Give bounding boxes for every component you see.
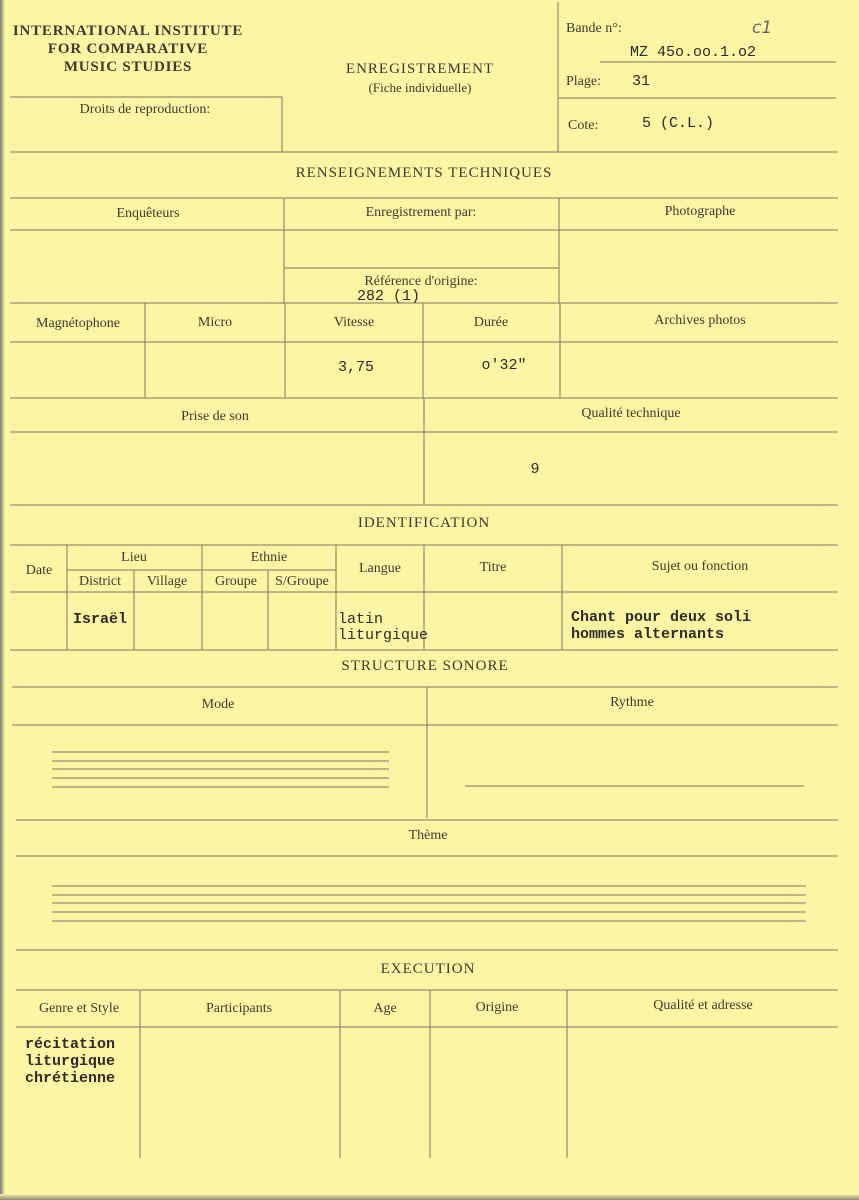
district-value: Israël [73,611,128,628]
reference-value: 282 (1) [357,288,421,305]
section-title-technique: RENSEIGNEMENTS TECHNIQUES [295,165,553,181]
ethnie-label: Ethnie [250,550,288,565]
institute-name-line1: INTERNATIONAL INSTITUTE [12,23,244,39]
enregistrement-par-label: Enregistrement par: [365,205,477,220]
genre-value-line1: récitation [25,1036,116,1053]
plage-label: Plage: [566,74,601,89]
bande-handwritten-note: c1 [752,18,773,38]
sujet-value-line2: hommes alternants [571,626,725,643]
prise-de-son-label: Prise de son [181,409,249,424]
langue-label: Langue [359,561,401,576]
langue-value-line1: latin [338,611,384,628]
sujet-value-line1: Chant pour deux soli [571,609,752,626]
reference-label: Référence d'origine: [364,274,478,289]
plage-value: 31 [632,73,651,90]
date-label: Date [25,563,53,578]
card-title: ENREGISTREMENT [345,61,495,77]
section-title-identification: IDENTIFICATION [357,515,491,531]
qualite-adresse-label: Qualité et adresse [653,998,753,1013]
cote-label: Cote: [568,118,599,133]
institute-name-line2: FOR COMPARATIVE [47,41,209,57]
card-left-edge-shadow [0,0,5,1200]
age-label: Age [373,1001,397,1016]
theme-label: Thème [408,828,448,843]
archives-photos-label: Archives photos [654,313,746,328]
lieu-label: Lieu [121,550,147,565]
district-label: District [79,574,121,589]
bande-label: Bande n°: [566,21,622,36]
card-subtitle: (Fiche individuelle) [368,80,472,95]
magnetophone-label: Magnétophone [36,316,120,331]
qualite-technique-label: Qualité technique [581,406,681,421]
sujet-label: Sujet ou fonction [651,559,749,574]
vitesse-value: 3,75 [337,359,375,376]
card-bottom-edge-shadow [0,1194,859,1200]
titre-label: Titre [479,560,507,575]
micro-label: Micro [197,315,233,330]
genre-value-line2: liturgique [25,1053,116,1070]
duree-label: Durée [473,315,509,330]
rights-label: Droits de reproduction: [79,102,211,117]
genre-style-label: Genre et Style [38,1001,120,1016]
cote-value: 5 (C.L.) [642,115,715,132]
rythme-label: Rythme [610,695,654,710]
sgroupe-label: S/Groupe [275,574,329,589]
origine-label: Origine [475,1000,519,1015]
bande-number: MZ 45o.oo.1.o2 [630,44,757,61]
groupe-label: Groupe [215,574,257,589]
enqueteurs-label: Enquêteurs [116,206,180,221]
section-title-structure: STRUCTURE SONORE [341,658,509,674]
village-label: Village [146,574,188,589]
vitesse-label: Vitesse [333,315,375,330]
duree-value: o'32" [481,357,527,374]
participants-label: Participants [205,1001,273,1016]
institute-name-line3: MUSIC STUDIES [63,59,193,75]
langue-value-line2: liturgique [338,627,429,644]
section-title-execution: EXECUTION [380,961,476,977]
photographe-label: Photographe [664,204,736,219]
qualite-technique-value: 9 [530,461,540,478]
genre-value-line3: chrétienne [25,1070,116,1087]
mode-label: Mode [201,697,235,712]
